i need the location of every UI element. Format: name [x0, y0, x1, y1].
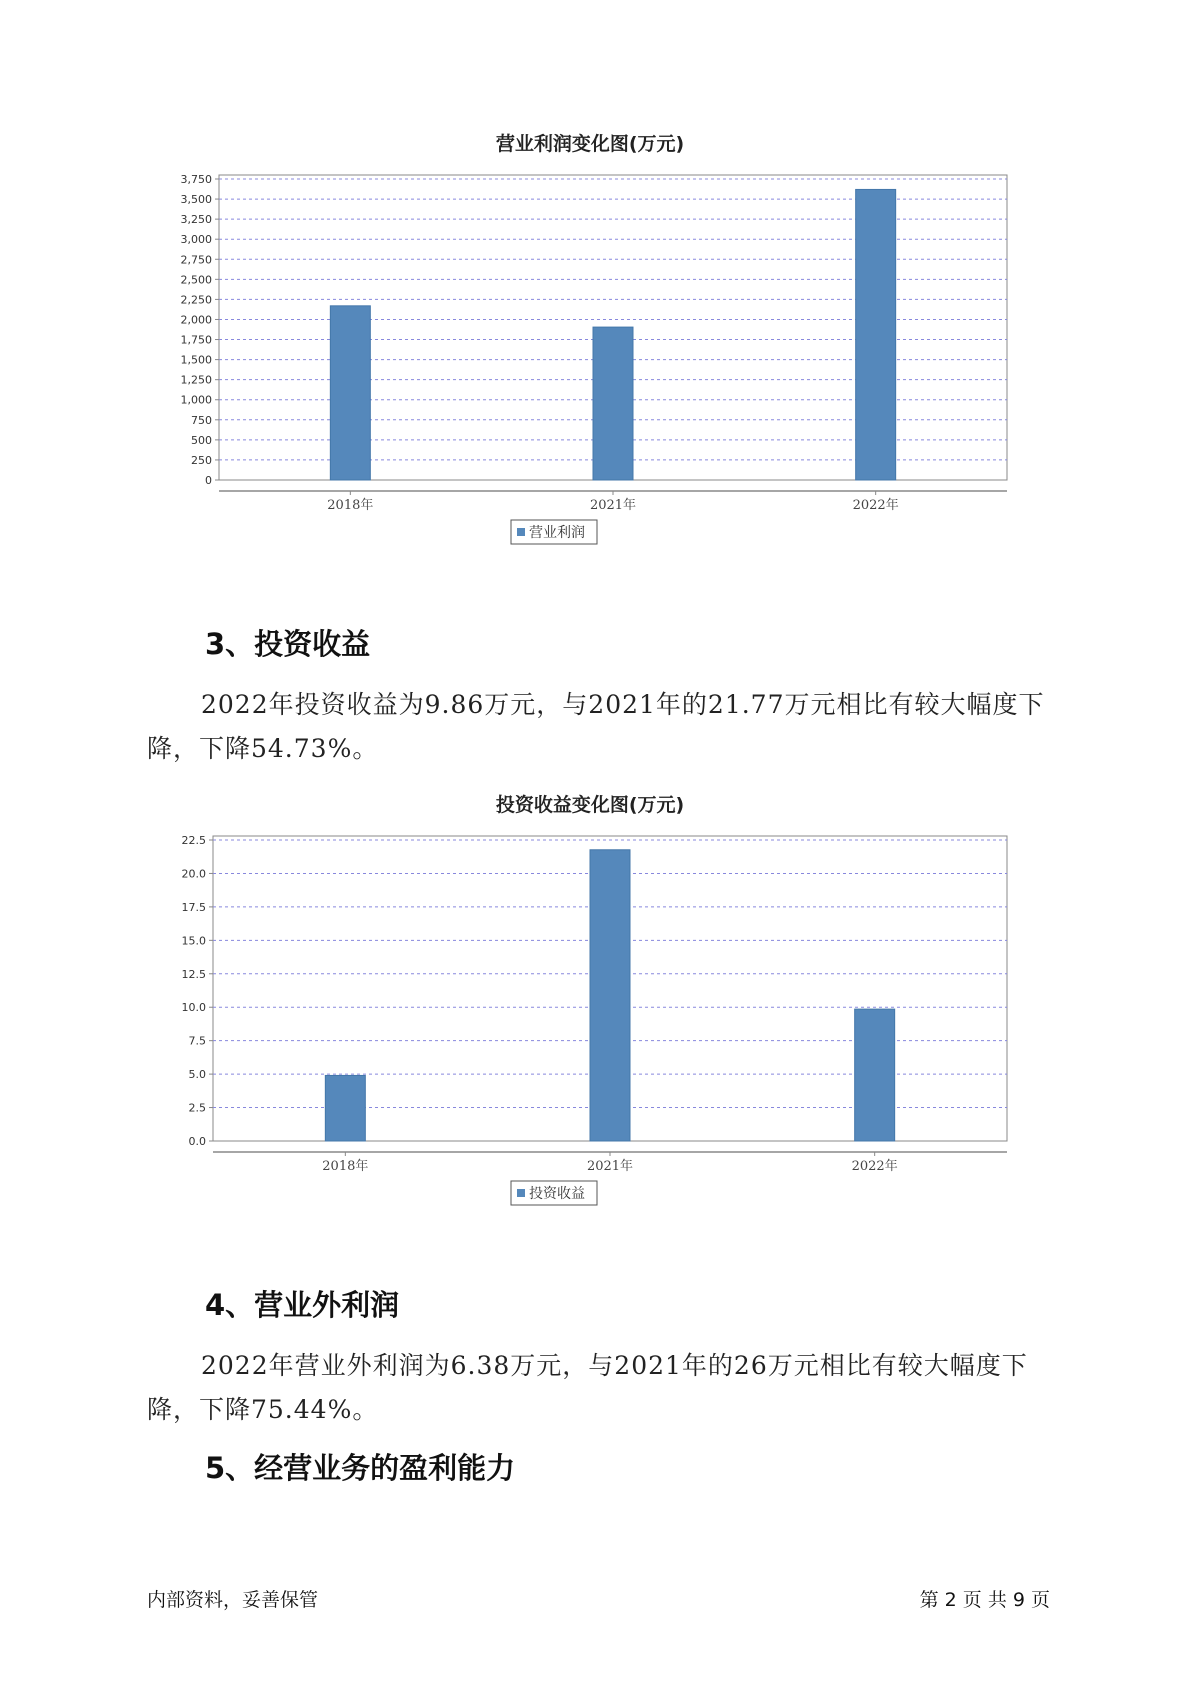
chart1-y-tick-label: 20.0: [181, 867, 206, 881]
chart0-x-tick-label: 2021年: [589, 498, 637, 513]
chart0-y-tick-label: 3,000: [180, 233, 212, 247]
section-3-text: 2022年投资收益为9.86万元，与2021年的21.77万元相比有较大幅度下降，下降54.73%。: [147, 690, 1045, 763]
chart1-x-tick-label: 2018年: [322, 1159, 369, 1174]
chart1-y-tick-label: 10.0: [181, 1001, 206, 1015]
chart1-y-tick-label: 7.5: [188, 1034, 206, 1048]
chart0-y-tick-label: 3,750: [180, 173, 212, 186]
investment-income-chart: [150, 791, 1030, 1261]
chart0-y-tick-label: 2,750: [180, 253, 212, 267]
chart1-y-tick-label: 17.5: [181, 900, 206, 914]
chart0-y-tick-label: 0: [205, 474, 212, 487]
chart0-legend-label: 营业利润: [529, 525, 585, 541]
chart1-bar: [855, 1009, 895, 1141]
chart0-bar: [330, 306, 370, 480]
chart1-x-tick-label: 2021年: [586, 1159, 634, 1174]
chart0-y-tick-label: 1,750: [180, 333, 212, 347]
investment-income-chart-svg: [150, 791, 1030, 1261]
operating-profit-chart: [150, 130, 1030, 600]
chart1-y-tick-label: 2.5: [188, 1101, 206, 1115]
chart0-x-tick-label: 2022年: [852, 498, 899, 513]
chart1-y-tick-label: 15.0: [181, 934, 206, 948]
chart0-y-tick-label: 2,000: [180, 313, 212, 327]
section-5-heading: 5、经营业务的盈利能力: [205, 1451, 516, 1485]
section-4-heading: 4、营业外利润: [205, 1288, 400, 1322]
footer-page-number: 第 2 页 共 9 页: [919, 1589, 1050, 1611]
chart1-legend-label: 投资收益: [529, 1186, 585, 1202]
section-4-text: 2022年营业外利润为6.38万元，与2021年的26万元相比有较大幅度下降，下降75.44%。: [147, 1351, 1028, 1424]
footer-confidential-note: 内部资料，妥善保管: [147, 1589, 319, 1611]
chart0-y-tick-label: 3,250: [180, 213, 212, 227]
chart0-title: 营业利润变化图(万元): [495, 133, 685, 155]
chart1-y-tick-label: 12.5: [181, 967, 206, 981]
chart0-y-tick-label: 3,500: [180, 193, 212, 207]
section-3-heading: 3、投资收益: [205, 627, 371, 661]
chart0-legend-swatch: [517, 528, 525, 536]
chart1-bar: [325, 1075, 365, 1141]
chart1-y-tick-label: 5.0: [188, 1068, 206, 1082]
chart0-y-tick-label: 250: [191, 453, 212, 467]
chart0-y-tick-label: 1,250: [180, 373, 212, 387]
chart0-bar: [856, 189, 896, 480]
chart0-legend: [511, 520, 597, 544]
operating-profit-chart-svg: [150, 130, 1030, 600]
chart0-y-tick-label: 750: [191, 413, 212, 427]
chart0-x-tick-label: 2018年: [327, 498, 374, 513]
chart0-y-tick-label: 500: [191, 433, 212, 447]
chart1-bar: [590, 850, 630, 1141]
chart1-legend: [511, 1181, 597, 1205]
chart0-y-tick-label: 2,250: [180, 293, 212, 307]
chart0-y-tick-label: 1,500: [180, 353, 212, 367]
chart1-legend-swatch: [517, 1189, 525, 1197]
chart1-y-tick-label: 0.0: [188, 1135, 206, 1148]
chart0-bar: [593, 327, 633, 480]
chart1-title: 投资收益变化图(万元): [495, 794, 685, 816]
chart0-y-tick-label: 1,000: [180, 393, 212, 407]
chart1-y-tick-label: 22.5: [181, 834, 206, 847]
chart1-x-tick-label: 2022年: [851, 1159, 898, 1174]
chart0-y-tick-label: 2,500: [180, 273, 212, 287]
